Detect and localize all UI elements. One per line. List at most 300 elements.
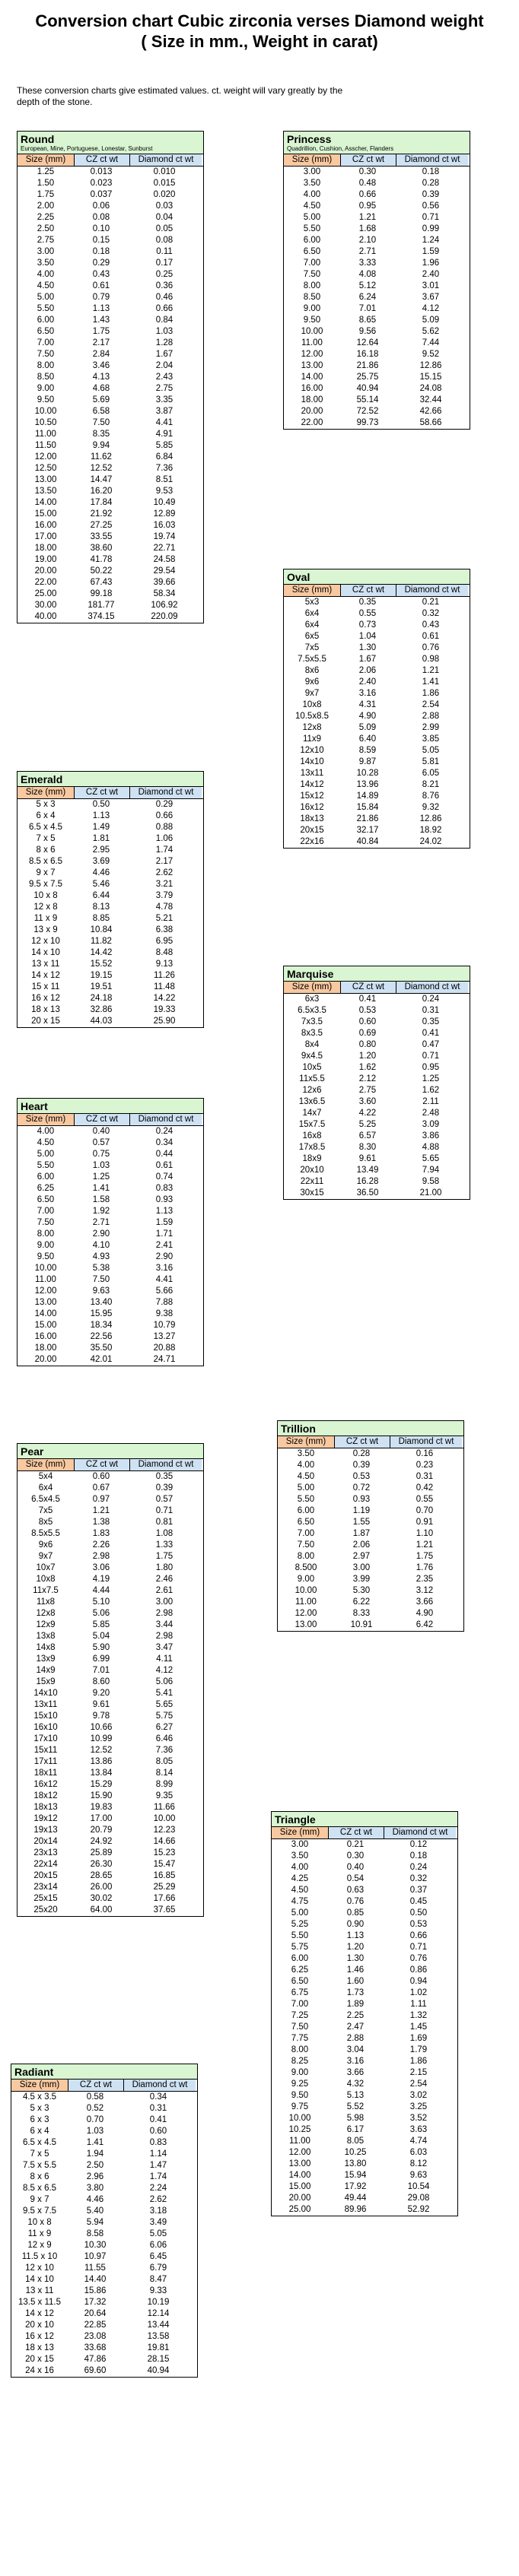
diamond-weight-cell: 0.35 [155,1472,174,1481]
table-row [18,1608,203,1620]
cz-weight-cell: 15.86 [84,2286,107,2295]
diamond-weight-cell: 2.98 [155,1632,174,1641]
table-row [272,1862,457,1873]
table-row [18,566,203,577]
table-row [284,836,470,848]
cz-weight-cell: 15.84 [356,803,379,812]
diamond-weight-cell: 9.35 [155,1791,174,1800]
diamond-weight-cell: 0.05 [155,224,174,233]
table-row [11,2126,197,2137]
size-cell: 4.50 [297,1472,315,1481]
table-row [18,611,203,623]
cz-weight-cell: 3.33 [358,259,377,268]
cz-weight-cell: 28.65 [90,1871,113,1880]
cz-weight-cell: 99.18 [90,589,113,598]
size-cell: 8x3.5 [301,1029,323,1038]
cz-weight-cell: 2.40 [358,677,377,687]
table-row [278,1517,463,1528]
cz-weight-cell: 1.19 [352,1506,371,1515]
size-cell: 9.00 [291,2068,309,2077]
size-column-header: Size (mm) [284,982,341,993]
size-cell: 9.5 x 7.5 [28,880,63,889]
cz-weight-cell: 15.90 [90,1791,113,1800]
size-cell: 10x7 [36,1563,56,1572]
diamond-weight-cell: 13.44 [147,2321,170,2330]
cz-weight-cell: 10.28 [356,769,379,778]
diamond-weight-cell: 16.85 [153,1871,176,1880]
diamond-weight-cell: 3.52 [409,2114,428,2123]
table-row [18,531,203,543]
cz-weight-cell: 0.97 [92,1495,110,1504]
table-row [18,1813,203,1825]
size-cell: 9.75 [291,2102,309,2111]
cz-weight-cell: 3.60 [358,1097,377,1106]
table-row [284,700,470,711]
diamond-weight-cell: 9.58 [422,1177,440,1186]
cz-weight-cell: 1.83 [92,1529,110,1538]
diamond-weight-cell: 1.74 [155,845,174,855]
diamond-weight-cell: 13.58 [147,2332,170,2341]
size-cell: 12.00 [34,452,57,462]
cz-weight-cell: 0.75 [92,1150,110,1159]
cz-weight-cell: 8.60 [92,1677,110,1686]
cz-weight-cell: 6.22 [352,1597,371,1607]
size-cell: 6.50 [291,1977,309,1986]
diamond-weight-cell: 1.08 [155,1529,174,1538]
size-cell: 13 x 11 [31,960,60,969]
cz-weight-cell: 0.72 [352,1483,371,1493]
diamond-weight-cell: 3.49 [149,2218,167,2227]
diamond-weight-cell: 8.51 [155,475,174,484]
diamond-weight-cell: 7.88 [155,1298,174,1307]
size-cell: 10.00 [288,2114,311,2123]
diamond-weight-cell: 8.47 [149,2275,167,2284]
table-row [284,360,470,372]
table-row [18,303,203,315]
diamond-weight-cell: 9.63 [409,2171,428,2180]
size-cell: 9.25 [291,2080,309,2089]
cz-weight-cell: 12.52 [90,464,113,473]
cz-weight-cell: 3.66 [346,2068,365,2077]
cz-weight-cell: 7.01 [358,304,377,313]
size-cell: 20x15 [300,826,324,835]
diamond-weight-cell: 0.015 [153,179,176,188]
table-row [278,1483,463,1494]
table-row [18,959,203,970]
size-cell: 11.00 [35,1275,56,1284]
diamond-weight-cell: 5.66 [155,1286,174,1296]
size-cell: 13.5 x 11.5 [18,2298,62,2307]
diamond-weight-cell: 0.32 [409,1874,428,1883]
table-row [278,1608,463,1620]
cz-weight-cell: 0.63 [346,1886,365,1895]
diamond-weight-cell: 10.49 [153,498,176,507]
size-cell: 3.00 [303,167,321,176]
diamond-weight-cell: 0.71 [409,1943,428,1952]
cz-weight-cell: 8.05 [346,2137,365,2146]
diamond-weight-cell: 15.23 [153,1848,176,1857]
cz-weight-cell: 11.62 [91,452,112,462]
table-row [18,1471,203,1483]
diamond-weight-cell: 3.86 [422,1131,440,1140]
diamond-weight-cell: 12.14 [147,2309,170,2318]
table-row [278,1574,463,1585]
table-row [18,1665,203,1677]
size-cell: 15 x 11 [31,982,60,991]
table-row [18,822,203,833]
cz-weight-cell: 0.52 [86,2104,104,2113]
size-cell: 14.00 [34,1309,57,1318]
diamond-weight-cell: 5.05 [422,746,440,755]
cz-weight-cell: 9.94 [92,441,110,450]
diamond-weight-cell: 28.15 [147,2355,170,2364]
diamond-weight-cell: 2.48 [422,1109,440,1118]
cz-weight-cell: 0.70 [86,2115,104,2124]
table-row [18,1699,203,1711]
size-cell: 16.00 [34,1332,57,1341]
diamond-weight-cell: 12.86 [419,361,442,370]
table-row [18,993,203,1004]
size-cell: 12 x 10 [25,2264,54,2273]
cz-weight-cell: 5.10 [92,1597,110,1607]
size-cell: 9.50 [37,1252,55,1261]
diamond-weight-cell: 0.29 [155,800,174,809]
size-cell: 10.00 [301,327,323,336]
diamond-weight-cell: 2.88 [422,712,440,721]
size-cell: 17x11 [33,1757,58,1766]
table-row [18,1274,203,1286]
size-cell: 18.00 [34,544,57,553]
diamond-weight-cell: 6.27 [155,1723,174,1732]
diamond-weight-cell: 0.91 [416,1518,434,1527]
table-row [18,1229,203,1240]
cz-weight-cell: 15.94 [344,2171,367,2180]
size-cell: 3.50 [297,1449,315,1458]
size-cell: 18 x 13 [31,1005,60,1014]
diamond-weight-cell: 1.13 [155,1207,174,1216]
cz-weight-cell: 8.58 [86,2229,104,2238]
diamond-weight-cell: 22.71 [153,544,176,553]
table-row [18,235,203,246]
diamond-weight-cell: 24.58 [153,555,176,564]
table-row [18,167,203,178]
size-cell: 12.00 [34,1286,57,1296]
size-cell: 19.00 [34,555,57,564]
size-cell: 6 x 3 [30,2115,49,2124]
diamond-weight-cell: 1.86 [422,689,440,698]
cz-weight-cell: 2.90 [92,1229,110,1239]
cz-weight-cell: 6.40 [358,734,377,744]
table-row [284,1176,470,1188]
cz-weight-cell: 1.81 [92,834,110,843]
cz-weight-cell: 44.03 [90,1017,113,1026]
cz-weight-cell: 6.57 [358,1131,377,1140]
size-cell: 6.00 [37,316,55,325]
size-cell: 5.50 [37,304,55,313]
table-row [284,178,470,189]
table-row [272,2204,457,2216]
size-cell: 10.00 [34,1264,57,1273]
size-cell: 5.00 [37,1150,55,1159]
cz-weight-cell: 17.84 [90,498,113,507]
table-row [272,1908,457,1919]
table-row [11,2365,197,2377]
cz-weight-cell: 32.86 [90,1005,113,1014]
table-row [18,577,203,588]
table-title-bar [11,2064,197,2080]
table-row [272,2113,457,2124]
size-cell: 7.5x5.5 [298,655,326,664]
cz-weight-cell: 3.16 [346,2057,365,2066]
cz-weight-cell: 0.28 [352,1449,371,1458]
cz-weight-cell: 19.51 [90,982,113,991]
table-row [272,2159,457,2170]
diamond-weight-cell: 1.28 [155,338,174,347]
diamond-weight-cell: 5.65 [155,1700,174,1709]
cz-weight-cell: 1.58 [92,1195,110,1204]
diamond-weight-cell: 0.45 [409,1897,428,1906]
cz-weight-cell: 0.30 [358,167,377,176]
diamond-weight-cell: 1.76 [416,1563,434,1572]
diamond-weight-cell: 58.66 [419,418,442,427]
diamond-weight-cell: 0.35 [422,1017,440,1026]
size-cell: 13x6.5 [298,1097,326,1106]
size-cell: 20.00 [34,566,57,576]
size-cell: 4.75 [291,1897,309,1906]
size-column-header: Size (mm) [278,1436,335,1448]
cz-weight-cell: 15.29 [90,1780,113,1789]
size-cell: 2.25 [37,213,55,222]
size-cell: 13x11 [300,769,324,778]
table-row [18,372,203,383]
table-row [18,1859,203,1870]
table-row [284,665,470,677]
table-row [11,2308,197,2320]
cz-weight-cell: 5.46 [92,880,110,889]
cz-weight-cell: 1.87 [352,1529,371,1538]
size-cell: 2.75 [37,236,55,245]
size-cell: 15x10 [33,1712,58,1721]
cz-weight-cell: 2.17 [92,338,110,347]
diamond-weight-cell: 37.65 [153,1905,176,1915]
table-row [11,2092,197,2103]
table-row [18,224,203,235]
cz-weight-cell: 0.93 [352,1495,371,1504]
size-cell: 9.00 [37,1241,55,1250]
table-row [11,2149,197,2160]
diamond-weight-cell: 0.95 [422,1063,440,1072]
diamond-weight-cell: 7.36 [155,1746,174,1755]
size-cell: 6.00 [303,236,321,245]
table-row [18,1631,203,1642]
diamond-weight-cell: 0.18 [409,1851,428,1861]
cz-weight-cell: 19.83 [90,1803,113,1812]
cz-weight-cell: 0.43 [92,270,110,279]
table-row [272,2045,457,2056]
size-cell: 10.5x8.5 [295,712,330,721]
cz-weight-cell: 2.25 [346,2011,365,2020]
cz-column-header: CZ ct wt [75,154,130,166]
table-pear [17,1443,204,1917]
table-row [272,1885,457,1896]
diamond-weight-cell: 0.16 [416,1449,434,1458]
diamond-weight-cell: 0.24 [155,1127,174,1136]
table-title-bar [18,772,203,787]
size-cell: 13.00 [295,1620,317,1629]
size-cell: 20.00 [288,2194,311,2203]
cz-weight-cell: 1.73 [346,1988,365,1997]
size-cell: 6.75 [291,1988,309,1997]
cz-weight-cell: 10.99 [90,1734,113,1743]
table-row [11,2297,197,2308]
table-title-bar [284,966,470,982]
diamond-column-header: Diamond ct wt [130,787,202,798]
diamond-weight-cell: 15.15 [419,373,442,382]
size-cell: 20 x 15 [25,2355,54,2364]
table-title: Radiant [14,2066,54,2078]
size-cell: 12x8 [36,1609,56,1618]
diamond-weight-cell: 0.61 [422,632,440,641]
table-row [18,1217,203,1229]
table-row [278,1551,463,1562]
cz-weight-cell: 55.14 [356,395,379,404]
diamond-weight-cell: 4.41 [155,418,174,427]
table-row [18,1779,203,1791]
size-cell: 13 x 9 [33,925,58,934]
cz-weight-cell: 5.40 [86,2206,104,2216]
cz-weight-cell: 0.48 [358,179,377,188]
cz-column-header: CZ ct wt [68,2080,124,2091]
table-row [18,1562,203,1574]
diamond-weight-cell: 0.46 [155,293,174,302]
cz-weight-cell: 7.50 [92,1275,110,1284]
cz-weight-cell: 23.08 [84,2332,107,2341]
cz-weight-cell: 67.43 [90,578,113,587]
size-cell: 8x4 [304,1040,320,1049]
cz-weight-cell: 9.78 [92,1712,110,1721]
table-row [18,406,203,417]
size-cell: 9.00 [297,1575,315,1584]
cz-weight-cell: 10.25 [344,2148,367,2157]
cz-weight-cell: 0.41 [358,995,377,1004]
size-cell: 25.00 [288,2205,311,2214]
table-row [284,1005,470,1017]
size-cell: 18x13 [33,1803,58,1812]
size-cell: 11.00 [295,1597,317,1607]
table-row [284,1119,470,1131]
diamond-weight-cell: 0.66 [409,1931,428,1940]
cz-weight-cell: 1.25 [92,1172,110,1182]
size-cell: 6.50 [297,1518,315,1527]
size-cell: 15.00 [34,509,57,519]
table-row [284,338,470,349]
diamond-weight-cell: 2.41 [155,1241,174,1250]
diamond-weight-cell: 16.03 [153,521,176,530]
table-row [18,178,203,189]
table-row [18,417,203,429]
table-row [18,799,203,811]
table-row [18,1688,203,1699]
size-cell: 6.50 [303,247,321,256]
size-cell: 11.00 [301,338,323,347]
diamond-weight-cell: 0.99 [422,224,440,233]
size-cell: 9x7 [304,689,320,698]
cz-weight-cell: 38.60 [90,544,113,553]
cz-weight-cell: 0.08 [92,213,110,222]
size-cell: 5.00 [37,293,55,302]
size-cell: 11.50 [35,441,56,450]
cz-weight-cell: 1.13 [92,811,110,820]
diamond-weight-cell: 3.00 [155,1597,174,1607]
diamond-weight-cell: 3.18 [149,2206,167,2216]
size-cell: 4.00 [37,1127,55,1136]
diamond-weight-cell: 0.50 [409,1908,428,1918]
size-cell: 10.00 [295,1586,317,1595]
table-row [284,1108,470,1119]
cz-weight-cell: 0.61 [92,281,110,290]
size-cell: 22x14 [33,1860,58,1869]
diamond-weight-cell: 7.94 [422,1166,440,1175]
diamond-weight-cell: 0.04 [155,213,174,222]
diamond-weight-cell: 18.92 [419,826,442,835]
cz-weight-cell: 0.53 [358,1006,377,1015]
size-cell: 17.00 [34,532,57,541]
size-cell: 14x8 [36,1643,56,1652]
diamond-weight-cell: 1.79 [409,2045,428,2054]
table-row [278,1562,463,1574]
table-title-bar [284,569,470,585]
table-row [11,2217,197,2229]
size-cell: 8.5 x 6.5 [22,2184,57,2193]
table-row [18,383,203,395]
cz-weight-cell: 6.99 [92,1654,110,1664]
diamond-weight-cell: 1.24 [422,236,440,245]
cz-weight-cell: 3.16 [358,689,377,698]
table-row [18,349,203,360]
diamond-weight-cell: 4.74 [409,2137,428,2146]
cz-weight-cell: 0.55 [358,609,377,618]
cz-weight-cell: 0.013 [90,167,113,176]
column-header-row [18,1114,203,1126]
size-cell: 8 x 6 [30,2172,49,2181]
cz-weight-cell: 0.39 [352,1461,371,1470]
table-row [18,1331,203,1343]
size-cell: 7.50 [37,350,55,359]
diamond-weight-cell: 5.05 [149,2229,167,2238]
cz-weight-cell: 0.54 [346,1874,365,1883]
cz-column-header: CZ ct wt [329,1827,384,1838]
size-cell: 9.50 [37,395,55,404]
cz-weight-cell: 0.67 [92,1483,110,1493]
diamond-weight-cell: 3.67 [422,293,440,302]
table-row [11,2331,197,2343]
size-cell: 16x10 [33,1723,58,1732]
table-row [18,1240,203,1252]
table-row [18,292,203,303]
size-cell: 7.50 [291,2022,309,2032]
size-cell: 13.00 [301,361,323,370]
table-row [18,486,203,497]
table-row [284,597,470,608]
size-cell: 9.5 x 7.5 [22,2206,57,2216]
table-row [284,1062,470,1074]
size-cell: 11 x 9 [33,914,58,923]
table-row [11,2114,197,2126]
table-row [18,1160,203,1172]
cz-weight-cell: 13.40 [90,1298,113,1307]
cz-weight-cell: 0.06 [92,201,110,211]
cz-weight-cell: 7.01 [92,1666,110,1675]
